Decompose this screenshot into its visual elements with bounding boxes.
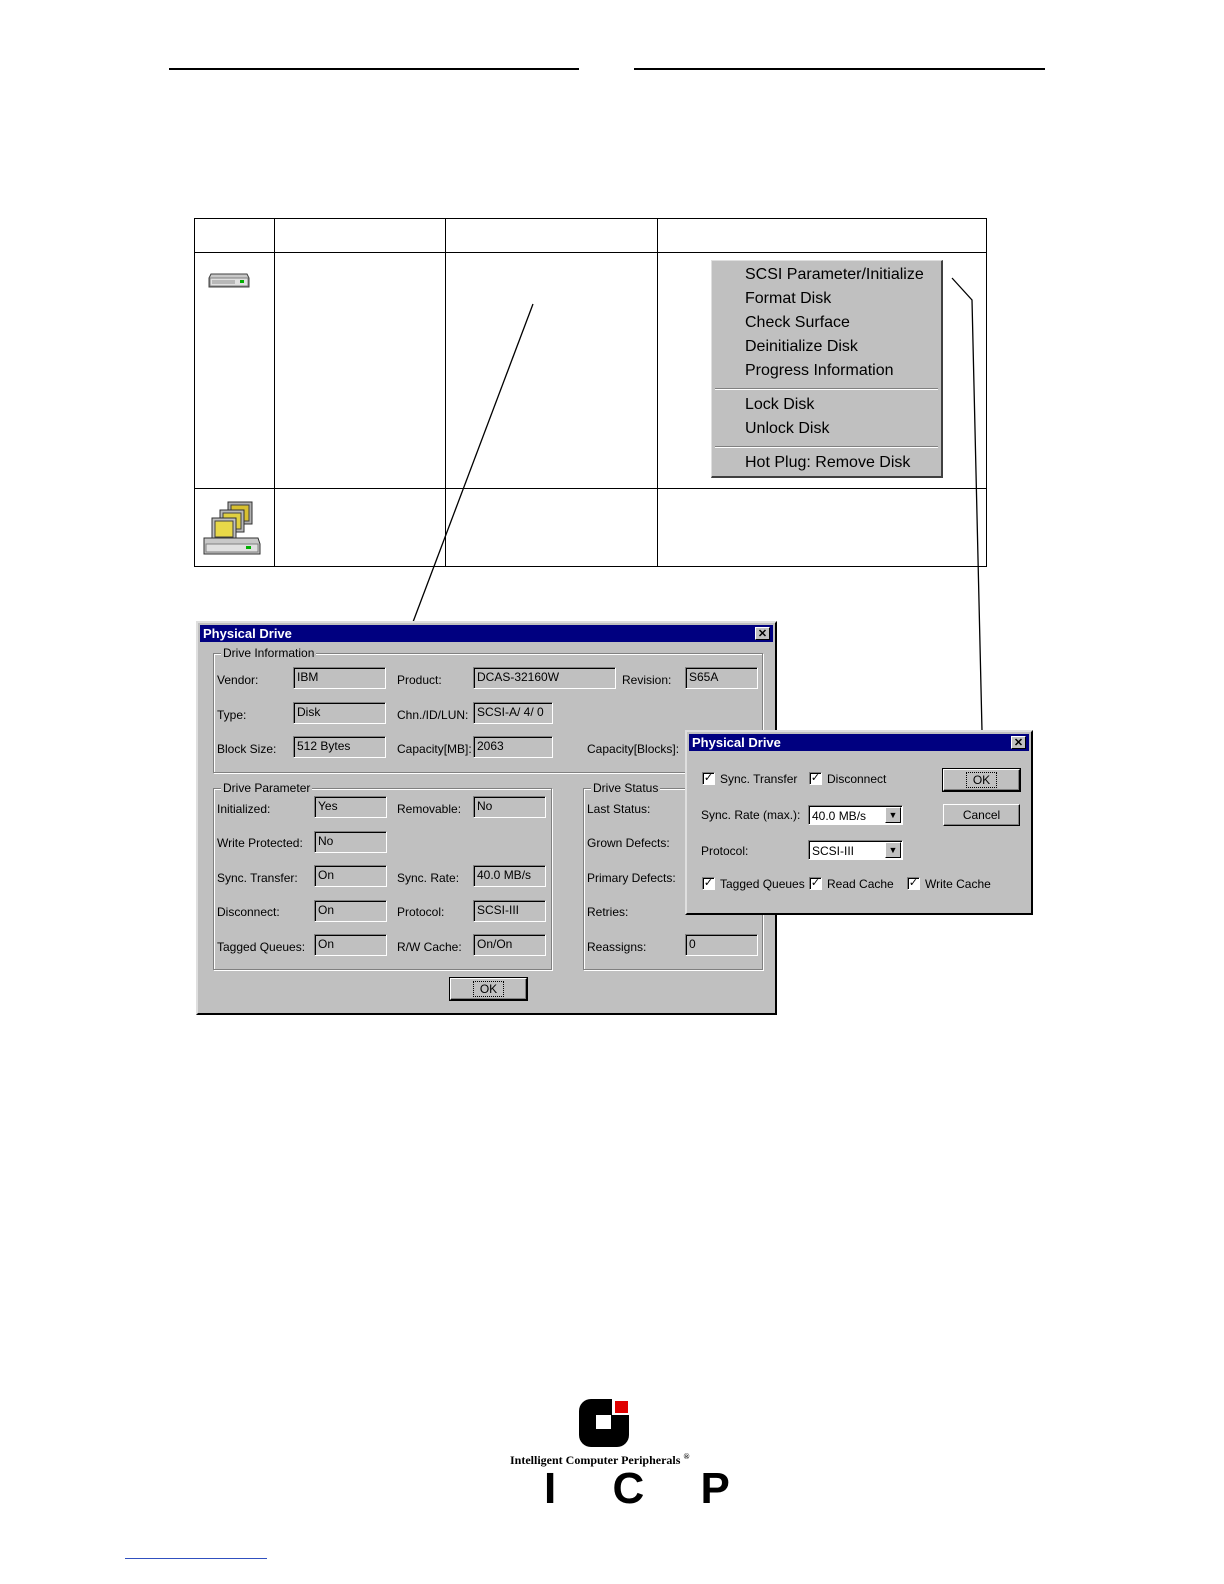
sync-rate-label: Sync. Rate (max.): xyxy=(701,808,801,822)
block-size-label: Block Size: xyxy=(217,742,277,756)
footer-rule xyxy=(125,1558,267,1559)
ok-button-label: OK xyxy=(967,773,996,787)
capacity-mb-label: Capacity[MB]: xyxy=(397,742,472,756)
sync-rate-value: 40.0 MB/s xyxy=(812,809,867,823)
ok-button-label: OK xyxy=(474,982,503,996)
reassigns-field: 0 xyxy=(685,934,758,956)
menu-item-scsi-parameter[interactable]: SCSI Parameter/Initialize xyxy=(745,266,924,283)
icp-logo xyxy=(500,1398,752,1513)
menu-item-format-disk[interactable]: Format Disk xyxy=(745,290,832,307)
retries-label: Retries: xyxy=(587,905,629,919)
vendor-field: IBM xyxy=(293,667,386,689)
sync-rate-select[interactable] xyxy=(808,805,903,825)
sync-rate-field: 40.0 MB/s xyxy=(473,865,546,887)
cancel-button-label: Cancel xyxy=(962,808,1001,822)
tagged-queues-label: Tagged Queues xyxy=(720,877,805,891)
registered-mark: ® xyxy=(683,1452,690,1461)
write-cache-label: Write Cache xyxy=(925,877,991,891)
sync-transfer-checkbox[interactable]: ✓ xyxy=(703,772,714,784)
initialized-field: Yes xyxy=(314,796,387,818)
disconnect-label: Disconnect: xyxy=(217,905,280,919)
protocol-label: Protocol: xyxy=(701,844,749,858)
last-status-label: Last Status: xyxy=(587,802,651,816)
write-protected-field: No xyxy=(314,831,387,853)
sync-transfer-label: Sync. Transfer xyxy=(720,772,798,786)
product-field: DCAS-32160W xyxy=(473,667,616,689)
initialized-label: Initialized: xyxy=(217,802,271,816)
primary-defects-label: Primary Defects: xyxy=(587,871,676,885)
product-label: Product: xyxy=(397,673,442,687)
dialog-title: Physical Drive xyxy=(203,626,292,641)
revision-field: S65A xyxy=(685,667,758,689)
logo-letters: I C P xyxy=(544,1464,752,1513)
ok-button[interactable] xyxy=(943,769,1020,791)
group-label: Drive Status xyxy=(593,781,659,795)
tagged-queues-checkbox[interactable]: ✓ xyxy=(703,877,714,889)
disconnect-checkbox[interactable]: ✓ xyxy=(810,772,821,784)
physical-drive-params-dialog xyxy=(685,730,1033,915)
menu-item-progress-information[interactable]: Progress Information xyxy=(745,362,894,379)
sync-transfer-label: Sync. Transfer: xyxy=(217,871,298,885)
dialog-title-bar xyxy=(200,625,773,642)
revision-label: Revision: xyxy=(622,673,672,687)
chn-id-lun-label: Chn./ID/LUN: xyxy=(397,708,469,722)
reassigns-label: Reassigns: xyxy=(587,940,647,954)
cancel-button[interactable] xyxy=(943,804,1020,826)
capacity-mb-field: 2063 xyxy=(473,736,553,758)
rw-cache-label: R/W Cache: xyxy=(397,940,462,954)
menu-item-hot-plug-remove[interactable]: Hot Plug: Remove Disk xyxy=(745,454,911,471)
type-label: Type: xyxy=(217,708,247,722)
chevron-down-icon[interactable]: ▼ xyxy=(885,842,901,858)
block-size-field: 512 Bytes xyxy=(293,736,386,758)
menu-separator xyxy=(715,388,938,390)
menu-separator xyxy=(715,446,938,448)
disconnect-field: On xyxy=(314,900,387,922)
protocol-select[interactable] xyxy=(808,840,903,860)
menu-item-lock-disk[interactable]: Lock Disk xyxy=(745,396,815,413)
menu-item-deinitialize-disk[interactable]: Deinitialize Disk xyxy=(745,338,858,355)
write-cache-checkbox[interactable]: ✓ xyxy=(908,877,919,889)
rw-cache-field: On/On xyxy=(473,934,546,956)
menu-item-unlock-disk[interactable]: Unlock Disk xyxy=(745,420,830,437)
icp-logo-mark xyxy=(579,1398,631,1448)
grown-defects-label: Grown Defects: xyxy=(587,836,670,850)
chevron-down-icon[interactable]: ▼ xyxy=(885,807,901,823)
group-label: Drive Parameter xyxy=(223,781,311,795)
close-icon[interactable]: ✕ xyxy=(755,627,770,640)
removable-field: No xyxy=(473,796,546,818)
tagged-queues-field: On xyxy=(314,934,387,956)
write-protected-label: Write Protected: xyxy=(217,836,303,850)
logo-tagline: Intelligent Computer Peripherals ® xyxy=(510,1452,690,1467)
capacity-blocks-label: Capacity[Blocks]: xyxy=(587,742,680,756)
group-label: Drive Information xyxy=(223,646,315,660)
disconnect-label: Disconnect xyxy=(827,772,887,786)
dialog-title-bar xyxy=(689,734,1029,751)
close-icon[interactable]: ✕ xyxy=(1011,736,1026,749)
dialog-title: Physical Drive xyxy=(692,735,781,750)
protocol-field: SCSI-III xyxy=(473,900,546,922)
protocol-label: Protocol: xyxy=(397,905,445,919)
menu-item-check-surface[interactable]: Check Surface xyxy=(745,314,850,331)
protocol-value: SCSI-III xyxy=(812,844,855,858)
read-cache-label: Read Cache xyxy=(827,877,894,891)
type-field: Disk xyxy=(293,702,386,724)
sync-rate-label: Sync. Rate: xyxy=(397,871,460,885)
vendor-label: Vendor: xyxy=(217,673,259,687)
ok-button[interactable] xyxy=(450,978,527,1000)
chn-id-lun-field: SCSI-A/ 4/ 0 xyxy=(473,702,553,724)
sync-transfer-field: On xyxy=(314,865,387,887)
tagged-queues-label: Tagged Queues: xyxy=(217,940,306,954)
read-cache-checkbox[interactable]: ✓ xyxy=(810,877,821,889)
removable-label: Removable: xyxy=(397,802,462,816)
context-menu xyxy=(711,260,943,478)
